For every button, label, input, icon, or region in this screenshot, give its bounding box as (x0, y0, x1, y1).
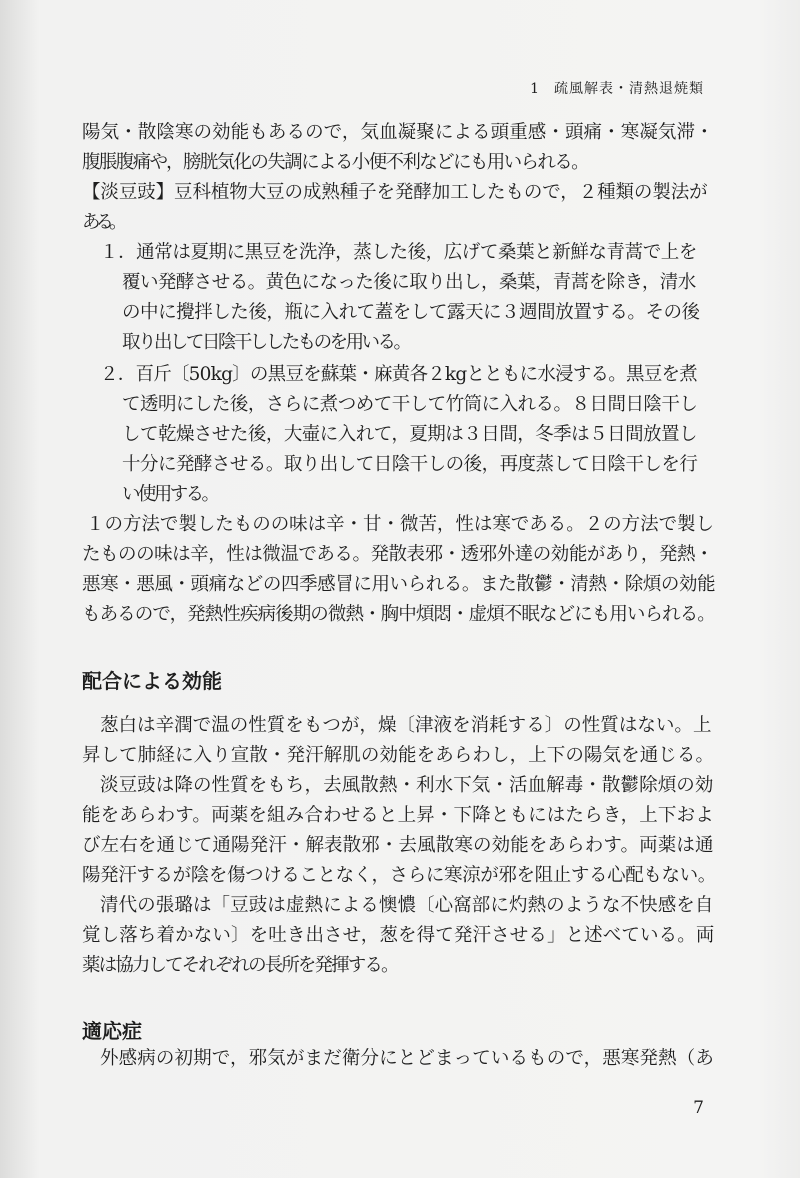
text-line: 陽気・散陰寒の効能もあるので，気血凝聚による頭重感・頭痛・寒凝気滞・ (82, 122, 714, 143)
text-line: 淡豆豉は降の性質をもち，去風散熱・利水下気・活血解毒・散鬱除煩の効 (100, 775, 714, 796)
text-line: 腹脹腹痛や，膀胱気化の失調による小便不利などにも用いられる。 (82, 152, 589, 173)
text-line: たものの味は辛，性は微温である。発散表邪・透邪外達の効能があり，発熱・ (82, 544, 714, 565)
text-line: 覚し落ち着かない〕を吐き出させ，葱を得て発汗させる」と述べている。両 (82, 925, 715, 946)
text-line: い使用する。 (122, 484, 218, 505)
text-line: 外感病の初期で，邪気がまだ衛分にとどまっているもので，悪寒発熱（あ (100, 1048, 715, 1069)
text-line: 悪寒・悪風・頭痛などの四季感冒に用いられる。また散鬱・清熱・除煩の効能 (82, 574, 716, 595)
list-item-1: １．通常は夏期に黒豆を洗浄，蒸した後，広げて桑葉と新鮮な青蒿で上を (100, 242, 697, 263)
text-line: 薬は協力してそれぞれの長所を発揮する。 (82, 955, 398, 976)
text-line: 昇して肺経に入り宣散・発汗解肌の効能をあらわし，上下の陽気を通じる。 (82, 745, 715, 766)
text-line: ある。 (82, 212, 123, 233)
text-line: 清代の張璐は「豆豉は虚熱による懊憹〔心窩部に灼熱のような不快感を自 (100, 895, 714, 916)
text-line: 十分に発酵させる。取り出して日陰干しの後，再度蒸して日陰干しを行 (122, 454, 698, 475)
text-line: の中に攪拌した後，瓶に入れて蓋をして露天に３週間放置する。その後 (122, 302, 700, 323)
list-item-2: ２．百斤〔50kg〕の黒豆を蘇葉・麻黄各２kgとともに水浸する。黒豆を煮 (100, 364, 697, 385)
text-line: て透明にした後，さらに煮つめて干して竹筒に入れる。８日間日陰干し (122, 394, 698, 415)
section-heading: 配合による効能 (82, 669, 222, 693)
running-header (530, 78, 704, 98)
text-line: 覆い発酵させる。黄色になった後に取り出し，桑葉，青蒿を除き，清水 (122, 272, 696, 293)
text-line: 葱白は辛潤で温の性質をもつが，燥〔津液を消耗する〕の性質はない。上 (100, 715, 712, 736)
text-line: 【淡豆豉】豆科植物大豆の成熟種子を発酵加工したもので，２種類の製法が (82, 182, 708, 203)
chapter-title: 疏風解表・清熱退焼類 (554, 81, 704, 97)
text-line: 取り出して日陰干ししたものを用いる。 (122, 332, 410, 353)
section-heading: 適応症 (82, 1019, 142, 1043)
text-line: び左右を通じて通陽発汗・解表散邪・去風散寒の効能をあらわす。両薬は通 (82, 835, 714, 856)
text-line: １の方法で製したものの味は辛・甘・微苦，性は寒である。２の方法で製し (86, 514, 714, 535)
chapter-number: 1 (530, 81, 540, 97)
text-line: 能をあらわす。両薬を組み合わせると上昇・下降ともにはたらき，上下およ (82, 805, 714, 826)
page-number: 7 (693, 1098, 704, 1118)
text-line: もあるので，発熱性疾病後期の微熱・胸中煩悶・虚煩不眠などにも用いられる。 (82, 604, 715, 625)
text-line: 陽発汗するが陰を傷つけることなく，さらに寒涼が邪を阻止する心配もない。 (82, 865, 716, 886)
text-line: して乾燥させた後，大壷に入れて，夏期は３日間，冬季は５日間放置し (122, 424, 697, 445)
